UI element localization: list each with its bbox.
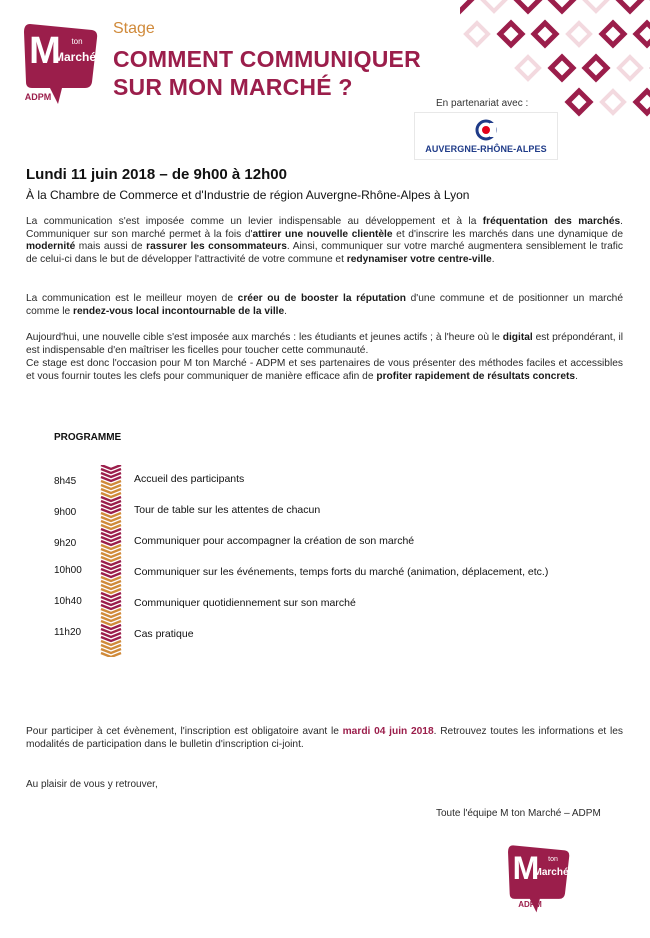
programme-item-6: Cas pratique: [134, 628, 194, 640]
signature: Toute l'équipe M ton Marché – ADPM: [436, 808, 601, 819]
partner-label: En partenariat avec :: [436, 98, 529, 109]
programme-item-5: Communiquer quotidiennement sur son marché: [134, 597, 356, 609]
programme-time-2: 9h00: [54, 507, 77, 518]
pattern-diamond: [483, 0, 505, 11]
event-date: Lundi 11 juin 2018 – de 9h00 à 12h00: [26, 166, 287, 183]
programme-item-4: Communiquer sur les événements, temps forts du marché (animation, déplacement, etc.): [134, 566, 549, 578]
registration-text-after: . Retrouvez toutes les informations et les modalités de participation dans le bulletin d'inscription ci-joint.: [26, 726, 624, 750]
pattern-diamond: [517, 0, 539, 11]
emphasis-text: rendez-vous local incontournable de la ville: [73, 305, 285, 317]
programme-time-1: 8h45: [54, 476, 77, 487]
partner-name: AUVERGNE-RHÔNE-ALPES: [425, 144, 547, 154]
text-run: . Ainsi, communiquer sur votre marché augmentera sensiblement le trafic de celui-ci dans le but de développer l'attractivité de votre commune et: [26, 241, 623, 265]
partner-logo: [414, 112, 558, 160]
registration-paragraph: [26, 726, 623, 751]
text-run: et d'inscrire les marchés dans une dynamique de: [392, 228, 623, 240]
programme-item-1: Accueil des participants: [134, 473, 245, 485]
pattern-diamond: [602, 91, 624, 113]
intro-paragraph-3: [26, 332, 623, 357]
text-run: .: [284, 305, 288, 317]
emphasis-text: redynamiser votre centre-ville: [346, 253, 492, 265]
registration-text-before: Pour participer à cet évènement, l'inscription est obligatoire avant le: [26, 726, 343, 737]
mtonmarche-logo-footer: [506, 842, 572, 914]
text-run: .: [491, 253, 495, 265]
text-run: mais aussi de: [75, 241, 147, 253]
pattern-diamond: [517, 57, 539, 79]
text-run: Aujourd'hui, une nouvelle cible s'est imposée aux marchés : les étudiants et jeunes actifs ; à l'heure où le: [26, 332, 503, 343]
footer-logo-org: ADPM: [518, 900, 542, 909]
pattern-diamond: [460, 0, 471, 11]
programme-time-6: 11h20: [54, 627, 82, 638]
pattern-diamond: [500, 23, 522, 45]
emphasis-text: profiter rapidement de résultats concrets: [376, 370, 576, 382]
pattern-diamond: [602, 23, 624, 45]
intro-paragraph-1: [26, 216, 623, 266]
emphasis-text: créer ou de booster la réputation: [237, 293, 406, 304]
closing-line: Au plaisir de vous y retrouver,: [26, 779, 158, 790]
logo-letter-m: M: [29, 30, 61, 72]
programme-item-2: Tour de table sur les attentes de chacun: [134, 504, 321, 516]
emphasis-text: digital: [502, 332, 533, 343]
logo-ton: ton: [71, 37, 83, 46]
pattern-diamond: [636, 23, 650, 45]
emphasis-text: modernité: [26, 241, 76, 253]
pattern-diamond: [636, 91, 650, 113]
text-run: est prépondérant, il est indispensable d'en maîtriser les ficelles pour toucher cette communauté.: [26, 332, 623, 356]
zigzag-stroke: [101, 465, 121, 473]
text-run: d'une commune et de positionner un marché comme le: [26, 293, 623, 317]
text-run: Ce stage est donc l'occasion pour M ton Marché - ADPM et ses partenaires de vous présenter des méthodes faciles et accessibles et vous fournir toutes les clefs pour communiquer de manière efficace afin de: [26, 358, 623, 382]
text-run: La communication est le meilleur moyen de: [26, 293, 238, 304]
pattern-diamond: [619, 0, 641, 11]
title-line-1: COMMENT COMMUNIQUER: [113, 46, 421, 72]
event-kicker: Stage: [113, 20, 155, 37]
text-run: .: [575, 370, 578, 382]
title-line-2: SUR MON MARCHÉ ?: [113, 74, 353, 100]
mtonmarche-logo: [22, 20, 100, 106]
pattern-diamond: [551, 0, 573, 11]
emphasis-text: rassurer les consommateurs: [146, 241, 287, 253]
pattern-diamond: [466, 23, 488, 45]
programme-time-5: 10h40: [54, 596, 82, 607]
pattern-diamond: [585, 0, 607, 11]
intro-paragraph-2: [26, 293, 623, 318]
pattern-diamond: [551, 57, 573, 79]
logo-marche: Marché: [53, 50, 97, 64]
footer-logo-marche: Marché: [533, 867, 569, 878]
pattern-diamond: [534, 23, 556, 45]
event-place: À la Chambre de Commerce et d'Industrie de région Auvergne-Rhône-Alpes à Lyon: [26, 188, 470, 202]
pattern-diamond: [585, 57, 607, 79]
pattern-diamond: [568, 23, 590, 45]
text-run: . Communiquer sur son marché permet à la fois d': [26, 216, 623, 240]
programme-time-3: 9h20: [54, 538, 77, 549]
programme-time-4: 10h00: [54, 565, 82, 576]
region-emblem-icon: [475, 119, 497, 141]
programme-item-3: Communiquer pour accompagner la création de son marché: [134, 535, 415, 547]
emphasis-text: fréquentation des marchés: [482, 216, 621, 227]
pattern-diamond: [619, 57, 641, 79]
footer-logo-ton: ton: [548, 856, 558, 863]
pattern-diamond: [568, 91, 590, 113]
registration-deadline: mardi 04 juin 2018: [342, 726, 434, 737]
logo-org: ADPM: [24, 92, 52, 102]
page-title: [113, 45, 443, 101]
text-run: La communication s'est imposée comme un levier indispensable au développement et à la: [26, 216, 483, 227]
programme-zigzag-decoration: [99, 465, 123, 657]
footer-logo-letter-m: M: [512, 850, 540, 886]
intro-paragraph-4: [26, 358, 623, 383]
emphasis-text: attirer une nouvelle clientèle: [252, 228, 393, 240]
programme-title: PROGRAMME: [54, 432, 122, 443]
